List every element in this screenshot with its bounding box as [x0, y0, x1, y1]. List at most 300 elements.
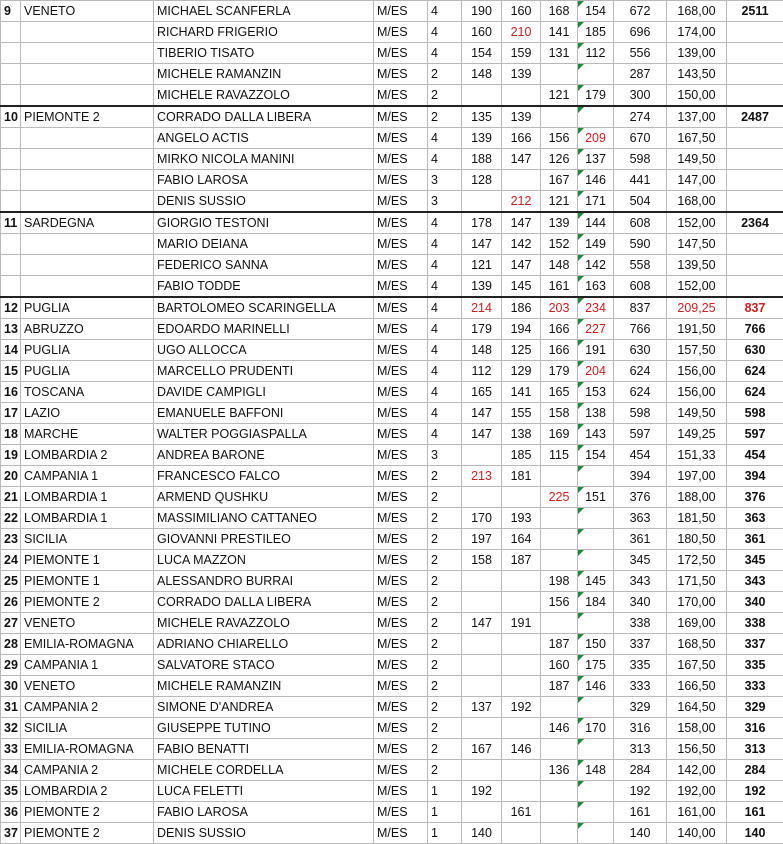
region-cell — [21, 676, 154, 697]
position-cell — [1, 149, 21, 170]
games-count-cell — [428, 1, 462, 22]
region-text: PIEMONTE 2 — [24, 805, 100, 819]
average-cell — [667, 739, 727, 760]
game-3-score-cell — [541, 85, 578, 107]
games-count-cell — [428, 592, 462, 613]
game-2-score-text: 125 — [511, 343, 532, 357]
game-3-score-text: 121 — [549, 194, 570, 208]
player-name-cell — [154, 319, 374, 340]
position-cell — [1, 382, 21, 403]
game-1-score-cell — [462, 276, 502, 298]
game-4-score-cell — [578, 191, 614, 213]
games-count-text: 4 — [431, 322, 438, 336]
game-3-score-text: 187 — [549, 679, 570, 693]
team-total-text: 394 — [745, 469, 766, 483]
player-name-cell — [154, 43, 374, 64]
total-text: 161 — [630, 805, 651, 819]
game-4-score-text: 142 — [585, 258, 606, 272]
average-cell — [667, 170, 727, 191]
game-2-score-cell — [502, 424, 541, 445]
game-3-score-cell — [541, 529, 578, 550]
team-total-text: 284 — [745, 763, 766, 777]
total-cell — [614, 212, 667, 234]
player-name-text: SIMONE D'ANDREA — [157, 700, 273, 714]
team-total-text: 161 — [745, 805, 766, 819]
game-4-score-cell — [578, 170, 614, 191]
game-3-score-cell — [541, 43, 578, 64]
games-count-cell — [428, 445, 462, 466]
game-3-score-cell — [541, 1, 578, 22]
game-3-score-cell — [541, 22, 578, 43]
player-name-text: MIRKO NICOLA MANINI — [157, 152, 295, 166]
total-text: 624 — [630, 364, 651, 378]
games-count-text: 2 — [431, 88, 438, 102]
game-4-score-text: 234 — [585, 301, 606, 315]
average-cell — [667, 823, 727, 844]
games-count-text: 4 — [431, 237, 438, 251]
total-text: 670 — [630, 131, 651, 145]
cell-marker-icon — [578, 22, 584, 28]
game-3-score-cell — [541, 613, 578, 634]
total-cell — [614, 297, 667, 319]
player-name-text: DAVIDE CAMPIGLI — [157, 385, 266, 399]
region-text: PIEMONTE 2 — [24, 826, 100, 840]
position-cell — [1, 718, 21, 739]
category-cell — [374, 760, 428, 781]
game-1-score-text: 135 — [471, 110, 492, 124]
total-text: 140 — [630, 826, 651, 840]
position-text: 18 — [4, 427, 18, 441]
cell-marker-icon — [578, 760, 584, 766]
region-text: VENETO — [24, 679, 75, 693]
table-row — [1, 676, 783, 697]
region-text: PIEMONTE 2 — [24, 110, 100, 124]
game-2-score-cell — [502, 550, 541, 571]
game-1-score-cell — [462, 106, 502, 128]
game-1-score-text: 197 — [471, 532, 492, 546]
average-cell — [667, 191, 727, 213]
games-count-text: 3 — [431, 194, 438, 208]
cell-marker-icon — [578, 107, 584, 113]
region-text: SICILIA — [24, 532, 67, 546]
player-name-cell — [154, 403, 374, 424]
position-text: 35 — [4, 784, 18, 798]
player-name-text: BARTOLOMEO SCARINGELLA — [157, 301, 336, 315]
category-cell — [374, 424, 428, 445]
game-3-score-text: 152 — [549, 237, 570, 251]
region-text: EMILIA-ROMAGNA — [24, 742, 134, 756]
game-1-score-cell — [462, 634, 502, 655]
category-cell — [374, 508, 428, 529]
game-4-score-text: 204 — [585, 364, 606, 378]
category-cell — [374, 43, 428, 64]
position-cell — [1, 128, 21, 149]
player-name-cell — [154, 1, 374, 22]
total-cell — [614, 550, 667, 571]
category-cell — [374, 106, 428, 128]
position-cell — [1, 739, 21, 760]
position-cell — [1, 466, 21, 487]
region-text: LOMBARDIA 2 — [24, 448, 107, 462]
game-1-score-text: 139 — [471, 131, 492, 145]
position-text: 27 — [4, 616, 18, 630]
cell-marker-icon — [578, 149, 584, 155]
category-cell — [374, 634, 428, 655]
game-2-score-text: 161 — [511, 805, 532, 819]
player-name-text: DENIS SUSSIO — [157, 826, 246, 840]
game-4-score-cell — [578, 655, 614, 676]
game-1-score-text: 213 — [471, 469, 492, 483]
total-text: 624 — [630, 385, 651, 399]
player-name-text: MICHELE RAMANZIN — [157, 679, 281, 693]
player-name-cell — [154, 424, 374, 445]
table-row — [1, 340, 783, 361]
game-3-score-cell — [541, 823, 578, 844]
total-cell — [614, 781, 667, 802]
total-text: 608 — [630, 279, 651, 293]
games-count-cell — [428, 739, 462, 760]
game-2-score-text: 187 — [511, 553, 532, 567]
team-total-cell — [727, 592, 783, 613]
game-4-score-cell — [578, 382, 614, 403]
category-text: M/ES — [377, 637, 408, 651]
total-cell — [614, 445, 667, 466]
games-count-cell — [428, 170, 462, 191]
game-3-score-text: 198 — [549, 574, 570, 588]
region-cell — [21, 613, 154, 634]
cell-marker-icon — [578, 823, 584, 829]
game-2-score-cell — [502, 276, 541, 298]
position-text: 16 — [4, 385, 18, 399]
games-count-cell — [428, 676, 462, 697]
game-4-score-text: 227 — [585, 322, 606, 336]
region-cell — [21, 106, 154, 128]
player-name-text: MARIO DEIANA — [157, 237, 248, 251]
team-total-cell — [727, 550, 783, 571]
player-name-cell — [154, 634, 374, 655]
category-cell — [374, 255, 428, 276]
game-3-score-cell — [541, 655, 578, 676]
games-count-text: 1 — [431, 826, 438, 840]
games-count-cell — [428, 466, 462, 487]
category-cell — [374, 697, 428, 718]
region-text: TOSCANA — [24, 385, 84, 399]
games-count-text: 4 — [431, 279, 438, 293]
category-cell — [374, 676, 428, 697]
team-total-cell — [727, 466, 783, 487]
total-cell — [614, 424, 667, 445]
game-3-score-cell — [541, 297, 578, 319]
table-row — [1, 43, 783, 64]
games-count-cell — [428, 403, 462, 424]
total-cell — [614, 676, 667, 697]
game-2-score-text: 193 — [511, 511, 532, 525]
average-text: 168,00 — [677, 4, 715, 18]
game-2-score-text: 155 — [511, 406, 532, 420]
player-name-cell — [154, 760, 374, 781]
region-text: PIEMONTE 1 — [24, 574, 100, 588]
games-count-text: 4 — [431, 427, 438, 441]
game-4-score-cell — [578, 487, 614, 508]
game-3-score-text: 131 — [549, 46, 570, 60]
region-cell — [21, 403, 154, 424]
total-cell — [614, 361, 667, 382]
team-total-cell — [727, 508, 783, 529]
region-text: CAMPANIA 1 — [24, 658, 98, 672]
game-1-score-text: 167 — [471, 742, 492, 756]
cell-marker-icon — [578, 298, 584, 304]
game-3-score-cell — [541, 781, 578, 802]
table-row — [1, 823, 783, 844]
game-4-score-text: 184 — [585, 595, 606, 609]
player-name-cell — [154, 718, 374, 739]
region-text: LOMBARDIA 1 — [24, 511, 107, 525]
category-text: M/ES — [377, 784, 408, 798]
table-row — [1, 64, 783, 85]
total-text: 556 — [630, 46, 651, 60]
total-text: 337 — [630, 637, 651, 651]
player-name-text: FABIO BENATTI — [157, 742, 249, 756]
average-cell — [667, 487, 727, 508]
game-3-score-text: 169 — [549, 427, 570, 441]
position-text: 11 — [4, 216, 17, 230]
games-count-text: 3 — [431, 173, 438, 187]
average-text: 156,50 — [677, 742, 715, 756]
region-cell — [21, 781, 154, 802]
games-count-cell — [428, 319, 462, 340]
player-name-cell — [154, 170, 374, 191]
game-1-score-cell — [462, 445, 502, 466]
game-1-score-text: 214 — [471, 301, 492, 315]
games-count-cell — [428, 802, 462, 823]
category-text: M/ES — [377, 448, 408, 462]
region-text: ABRUZZO — [24, 322, 84, 336]
game-2-score-cell — [502, 718, 541, 739]
table-row — [1, 255, 783, 276]
game-1-score-cell — [462, 466, 502, 487]
team-total-cell — [727, 22, 783, 43]
game-3-score-cell — [541, 106, 578, 128]
game-4-score-text: 153 — [585, 385, 606, 399]
average-cell — [667, 297, 727, 319]
game-3-score-text: 115 — [549, 448, 569, 462]
position-cell — [1, 760, 21, 781]
games-count-text: 2 — [431, 469, 438, 483]
game-3-score-text: 165 — [549, 385, 570, 399]
category-cell — [374, 276, 428, 298]
table-row — [1, 445, 783, 466]
region-text: CAMPANIA 2 — [24, 700, 98, 714]
games-count-text: 2 — [431, 490, 438, 504]
position-cell — [1, 823, 21, 844]
position-text: 15 — [4, 364, 18, 378]
games-count-cell — [428, 191, 462, 213]
position-cell — [1, 43, 21, 64]
category-text: M/ES — [377, 110, 408, 124]
game-1-score-cell — [462, 382, 502, 403]
game-4-score-text: 137 — [585, 152, 606, 166]
position-cell — [1, 319, 21, 340]
team-total-text: 2511 — [741, 4, 768, 18]
player-name-text: ARMEND QUSHKU — [157, 490, 268, 504]
game-1-score-cell — [462, 424, 502, 445]
region-cell — [21, 85, 154, 107]
team-total-cell — [727, 170, 783, 191]
games-count-text: 1 — [431, 784, 438, 798]
table-row — [1, 319, 783, 340]
game-3-score-cell — [541, 445, 578, 466]
position-cell — [1, 106, 21, 128]
team-total-cell — [727, 487, 783, 508]
cell-marker-icon — [578, 592, 584, 598]
category-text: M/ES — [377, 490, 408, 504]
average-cell — [667, 655, 727, 676]
average-cell — [667, 508, 727, 529]
average-text: 147,50 — [677, 237, 715, 251]
player-name-cell — [154, 697, 374, 718]
game-2-score-cell — [502, 823, 541, 844]
games-count-text: 2 — [431, 532, 438, 546]
player-name-text: WALTER POGGIASPALLA — [157, 427, 307, 441]
player-name-cell — [154, 655, 374, 676]
region-cell — [21, 255, 154, 276]
total-text: 343 — [630, 574, 651, 588]
table-row — [1, 170, 783, 191]
games-count-cell — [428, 340, 462, 361]
game-2-score-cell — [502, 85, 541, 107]
game-2-score-text: 138 — [511, 427, 532, 441]
average-cell — [667, 361, 727, 382]
region-cell — [21, 382, 154, 403]
games-count-cell — [428, 128, 462, 149]
category-cell — [374, 212, 428, 234]
region-cell — [21, 760, 154, 781]
game-1-score-cell — [462, 297, 502, 319]
player-name-text: GIUSEPPE TUTINO — [157, 721, 271, 735]
game-2-score-text: 181 — [511, 469, 532, 483]
game-3-score-text: 160 — [549, 658, 570, 672]
total-text: 696 — [630, 25, 651, 39]
game-3-score-cell — [541, 571, 578, 592]
games-count-cell — [428, 276, 462, 298]
total-cell — [614, 466, 667, 487]
total-text: 335 — [630, 658, 651, 672]
player-name-text: MARCELLO PRUDENTI — [157, 364, 293, 378]
game-1-score-cell — [462, 508, 502, 529]
game-4-score-text: 144 — [585, 216, 606, 230]
category-cell — [374, 655, 428, 676]
category-cell — [374, 823, 428, 844]
average-text: 149,50 — [677, 152, 715, 166]
region-cell — [21, 1, 154, 22]
game-3-score-text: 148 — [549, 258, 570, 272]
game-3-score-cell — [541, 170, 578, 191]
game-4-score-cell — [578, 445, 614, 466]
table-row — [1, 802, 783, 823]
table-row — [1, 466, 783, 487]
position-cell — [1, 655, 21, 676]
game-3-score-text: 126 — [549, 152, 570, 166]
total-text: 454 — [630, 448, 651, 462]
table-row — [1, 718, 783, 739]
games-count-text: 1 — [431, 805, 438, 819]
total-cell — [614, 319, 667, 340]
games-count-text: 2 — [431, 679, 438, 693]
average-cell — [667, 571, 727, 592]
player-name-cell — [154, 592, 374, 613]
position-text: 12 — [4, 301, 18, 315]
average-cell — [667, 802, 727, 823]
position-cell — [1, 85, 21, 107]
average-cell — [667, 403, 727, 424]
average-cell — [667, 340, 727, 361]
position-cell — [1, 424, 21, 445]
total-text: 329 — [630, 700, 651, 714]
category-cell — [374, 191, 428, 213]
average-cell — [667, 1, 727, 22]
table-row — [1, 85, 783, 107]
region-cell — [21, 22, 154, 43]
average-text: 151,33 — [677, 448, 715, 462]
game-1-score-text: 147 — [471, 237, 492, 251]
game-3-score-text: 203 — [549, 301, 570, 315]
player-name-cell — [154, 676, 374, 697]
category-text: M/ES — [377, 721, 408, 735]
game-1-score-cell — [462, 85, 502, 107]
game-1-score-cell — [462, 403, 502, 424]
team-total-text: 766 — [745, 322, 766, 336]
average-cell — [667, 85, 727, 107]
total-text: 597 — [630, 427, 651, 441]
game-1-score-text: 147 — [471, 406, 492, 420]
game-3-score-cell — [541, 634, 578, 655]
total-cell — [614, 64, 667, 85]
total-text: 340 — [630, 595, 651, 609]
total-text: 608 — [630, 216, 651, 230]
game-2-score-cell — [502, 781, 541, 802]
total-cell — [614, 592, 667, 613]
average-cell — [667, 529, 727, 550]
game-2-score-cell — [502, 676, 541, 697]
game-4-score-text: 148 — [585, 763, 606, 777]
game-4-score-cell — [578, 319, 614, 340]
category-cell — [374, 550, 428, 571]
game-3-score-cell — [541, 128, 578, 149]
region-cell — [21, 802, 154, 823]
game-1-score-cell — [462, 234, 502, 255]
games-count-cell — [428, 255, 462, 276]
region-cell — [21, 149, 154, 170]
category-cell — [374, 361, 428, 382]
game-1-score-text: 121 — [471, 258, 492, 272]
game-4-score-text: 146 — [585, 679, 606, 693]
team-total-cell — [727, 85, 783, 107]
game-2-score-text: 164 — [511, 532, 532, 546]
position-text: 9 — [4, 4, 11, 18]
game-1-score-cell — [462, 823, 502, 844]
category-cell — [374, 445, 428, 466]
category-text: M/ES — [377, 4, 408, 18]
games-count-text: 4 — [431, 152, 438, 166]
game-2-score-cell — [502, 234, 541, 255]
average-text: 139,50 — [677, 258, 715, 272]
average-text: 156,00 — [677, 385, 715, 399]
game-2-score-text: 185 — [511, 448, 532, 462]
average-text: 172,50 — [677, 553, 715, 567]
team-total-cell — [727, 424, 783, 445]
game-4-score-text: 171 — [585, 194, 606, 208]
region-text: EMILIA-ROMAGNA — [24, 637, 134, 651]
